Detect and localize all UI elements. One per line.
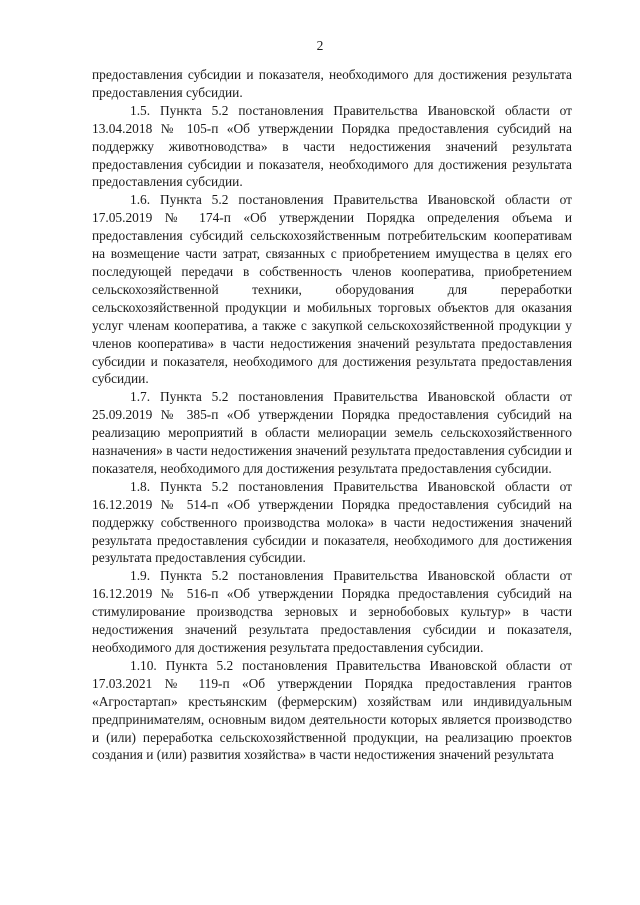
- paragraph-1-5: 1.5. Пункта 5.2 постановления Правительства Ивановской области от 13.04.2018 № 105-п «Об утверждении Порядка предоставления субсидий на поддержку животноводства» в части недостижения значений результата предоставления субсидии и показателя, необходимого для достижения результата предоставления субсидии.: [92, 102, 572, 190]
- paragraph-1-9: 1.9. Пункта 5.2 постановления Правительства Ивановской области от 16.12.2019 № 516-п «Об утверждении Порядка предоставления субсидий на стимулирование производства зерновых и зернобобовых культур» в части недостижения значений результата предоставления субсидии и показателя, необходимого для достижения результата предоставления субсидии.: [92, 568, 572, 655]
- paragraph-1-6: 1.6. Пункта 5.2 постановления Правительства Ивановской области от 17.05.2019 № 174-п «Об утверждении Порядка определения объема и предоставления субсидий сельскохозяйственным потребительским кооперативам на возмещение части затрат, связанных с приобретением имущества в целях его последующей передачи в собственность членов кооператива, приобретением сельскохозяйственной техники, оборудования для переработки сельскохозяйственной продукции и мобильных торговых объектов для оказания услуг членам кооператива, а также с закупкой сельскохозяйственной продукции у членов кооператива» в части недостижения значений результата предоставления субсидии и показателя, необходимого для достижения результата предоставления субсидии.: [92, 192, 572, 387]
- document-body: [92, 66, 572, 764]
- paragraph-1-10: 1.10. Пункта 5.2 постановления Правительства Ивановской области от 17.03.2021 № 119-п «Об утверждении Порядка предоставления грантов «Агростартап» крестьянским (фермерским) хозяйствам или индивидуальным предпринимателям, основным видом деятельности которых является производство и (или) переработка сельскохозяйственной продукции, на реализацию проектов создания и (или) развития хозяйства» в части недостижения значений результата: [92, 657, 572, 763]
- paragraph-continuation: предоставления субсидии и показателя, необходимого для достижения результата предоставления субсидии.: [92, 67, 572, 100]
- page-number: 2: [316, 38, 324, 53]
- paragraph-1-8: 1.8. Пункта 5.2 постановления Правительства Ивановской области от 16.12.2019 № 514-п «Об утверждении Порядка предоставления субсидий на поддержку собственного производства молока» в части недостижения значений результата предоставления субсидии и показателя, необходимого для достижения результата предоставления субсидии.: [92, 478, 572, 566]
- paragraph-1-7: 1.7. Пункта 5.2 постановления Правительства Ивановской области от 25.09.2019 № 385-п «Об утверждении Порядка предоставления субсидий на реализацию мероприятий в области мелиорации земель сельскохозяйственного назначения» в части недостижения значений результата предоставления субсидии и показателя, необходимого для достижения результата предоставления субсидии.: [92, 389, 572, 476]
